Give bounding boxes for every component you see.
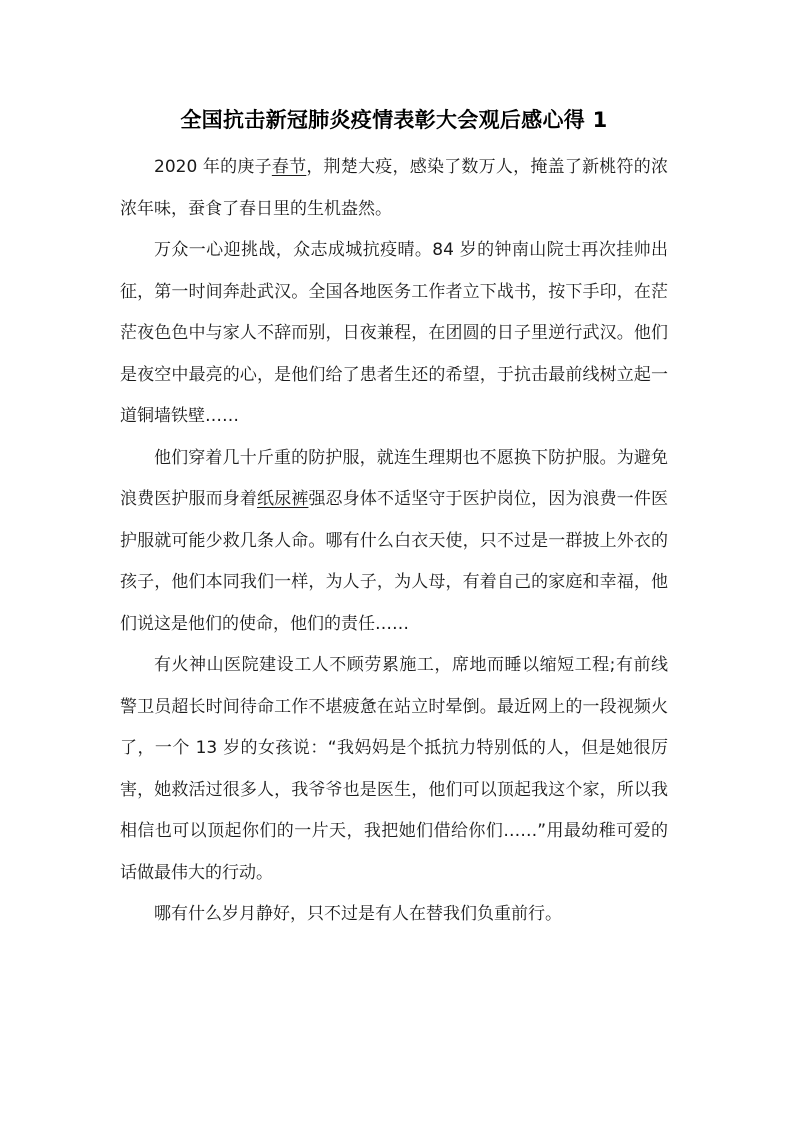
paragraph-3	[120, 438, 668, 646]
paragraph-1-text-after: ，荆楚大疫，感染了数万人，掩盖了新桃符的浓浓年味，蚕食了春日里的生机盎然。	[120, 157, 668, 219]
underlined-term-diapers: 纸尿裤	[257, 489, 309, 509]
document-title: 全国抗击新冠肺炎疫情表彰大会观后感心得 1	[180, 108, 608, 132]
paragraph-4: 有火神山医院建设工人不顾劳累施工，席地而睡以缩短工程;有前线警卫员超长时间待命工作不堪疲惫在站立时晕倒。最近网上的一段视频火了，一个 13 岁的女孩说：“我妈妈是个抵抗力特别低的人，但是她很厉害，她救活过很多人，我爷爷也是医生，他们可以顶起我这个家，所以我相信也可以顶起你们的一片天，我把她们借给你们……”用最幼稚可爱的话做最伟大的行动。	[120, 655, 668, 883]
paragraph-3-text-before: 他们穿着几十斤重的防护服，就连生理期也不愿换下防护服。为避免浪费医护服而身着	[120, 447, 668, 509]
paragraph-2: 万众一心迎挑战，众志成城抗疫晴。84 岁的钟南山院士再次挂帅出征，第一时间奔赴武汉。全国各地医务工作者立下战书，按下手印，在茫茫夜色色中与家人不辞而别，日夜兼程，在团圆的日子里逆行武汉。他们是夜空中最亮的心，是他们给了患者生还的希望，于抗击最前线树立起一道铜墙铁壁……	[120, 240, 668, 426]
paragraph-1-text-before: 2020 年的庚子	[154, 157, 272, 177]
underlined-term-spring-festival: 春节	[271, 157, 307, 177]
document-page	[120, 103, 668, 936]
paragraph-1	[120, 147, 668, 230]
paragraph-3-text-after: 强忍身体不适坚守于医护岗位，因为浪费一件医护服就可能少救几条人命。哪有什么白衣天使，只不过是一群披上外衣的孩子，他们本同我们一样，为人子，为人母，有着自己的家庭和幸福，他们说这是他们的使命，他们的责任……	[120, 489, 669, 634]
paragraph-5: 哪有什么岁月静好，只不过是有人在替我们负重前行。	[154, 904, 562, 924]
